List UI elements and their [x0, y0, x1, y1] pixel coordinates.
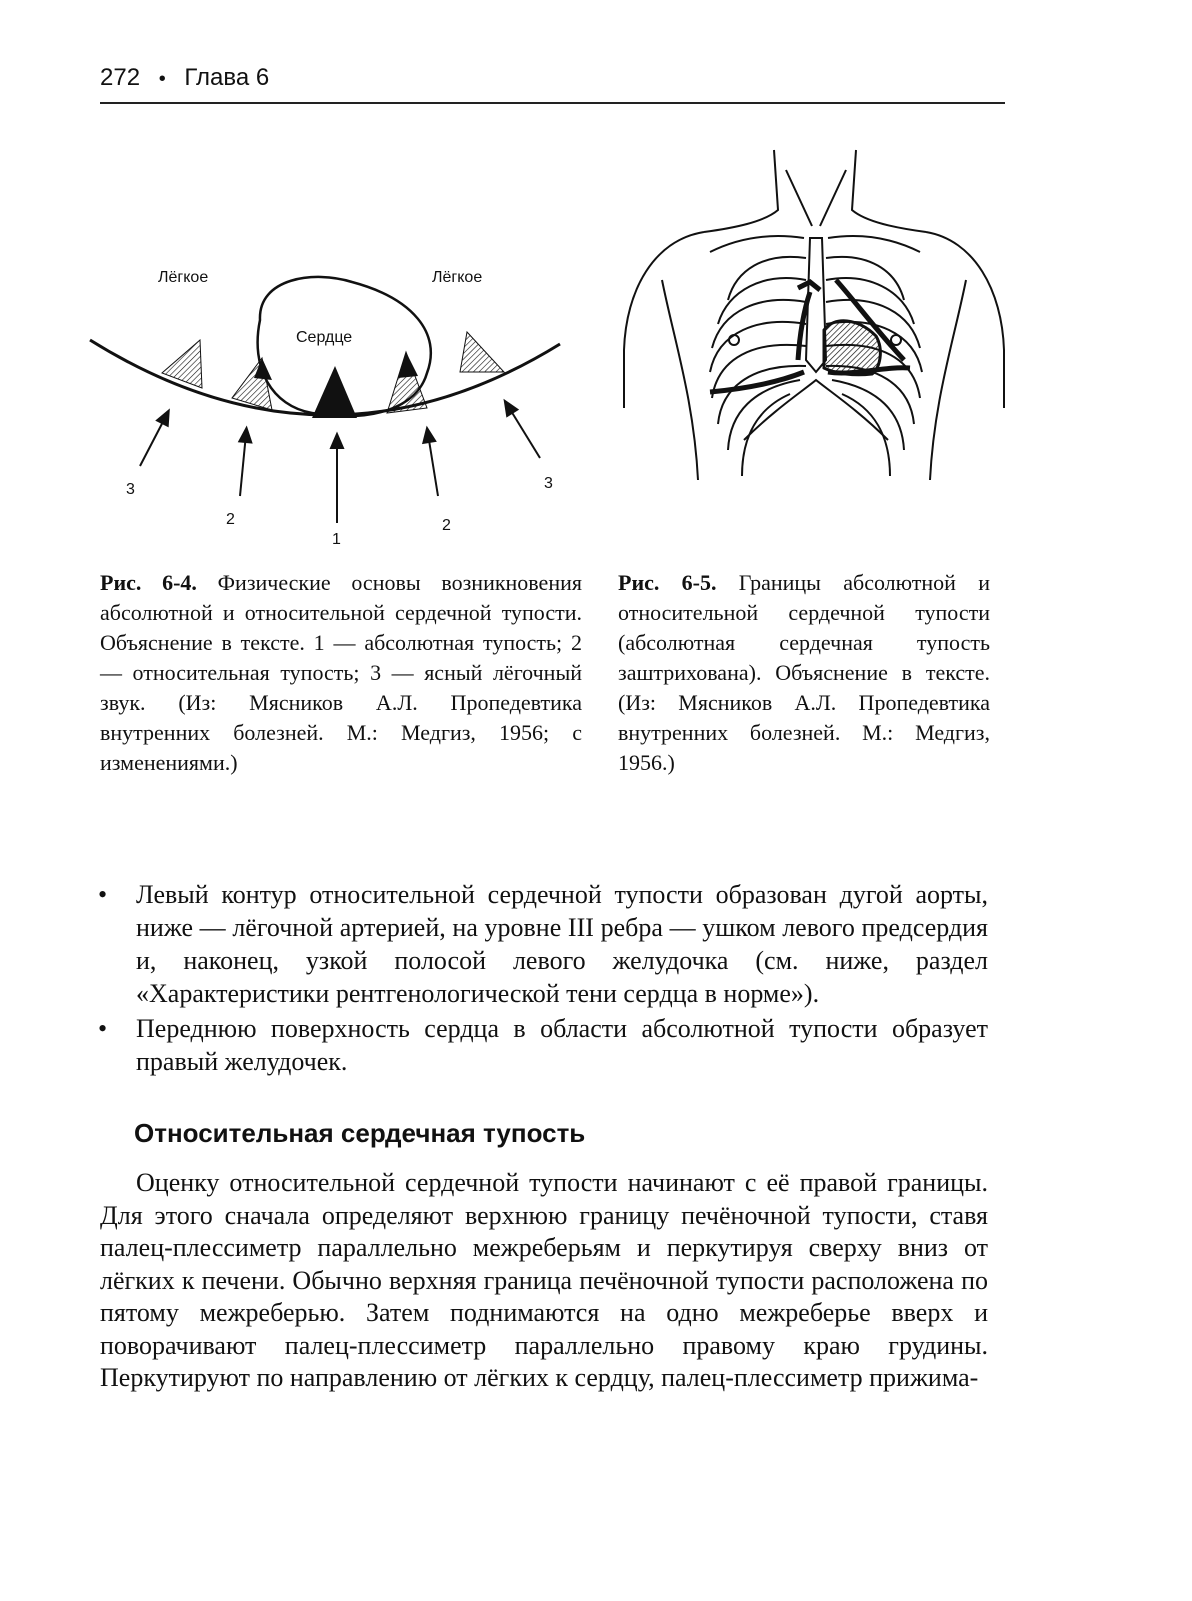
arm-line-left — [662, 280, 698, 480]
section-heading: Относительная сердечная тупость — [134, 1118, 586, 1148]
figure-6-5-chest-illustration — [614, 140, 1014, 515]
hatch-triangle-2-left — [232, 358, 272, 410]
figure-6-4-caption — [100, 568, 582, 778]
body-paragraph: Оценку относительной сердечной тупости начинают с её правой границы. Для этого сначала определяют верхнюю границу печёночной тупости, ставя палец-плессиметр параллельно межреберьям и перкутируя сверху вниз от лёгких к печени. Обычно верхняя граница печёночной тупости расположена по пятому межреберью. Затем поднимаются на одно межреберье вверх и поворачивают палец-плессиметр параллельно правому краю грудины. Перкутируют по направлению от лёгких к сердцу, палец-плессиметр прижима- — [100, 1168, 988, 1392]
label-lung-left: Лёгкое — [158, 269, 209, 286]
torso-right — [926, 232, 1004, 408]
neck-right — [852, 150, 926, 232]
label-arrow-2-right: 2 — [442, 517, 451, 534]
header-separator: • — [158, 68, 166, 90]
label-heart: Сердце — [296, 329, 353, 346]
clavicle-left — [710, 236, 804, 252]
figure-6-4-diagram — [82, 248, 572, 553]
arm-line-right — [930, 280, 966, 480]
figure-6-4-caption-text: Физические основы возникновения абсолютной и относительной сердечной тупости. Объяснение в тексте. 1 — абсолютная тупость; 2 — относительная тупость; 3 — ясный лёгочный звук. (Из: Мясников А.Л. Пропедевтика внутренних болезней. М.: Медгиз, 1956; с изменениями.) — [100, 570, 582, 775]
bullet-list — [96, 878, 988, 1080]
label-arrow-2-left: 2 — [226, 511, 235, 528]
hatch-triangle-3-right — [460, 332, 504, 372]
neck-left — [704, 150, 778, 232]
label-lung-right: Лёгкое — [432, 269, 483, 286]
arrow-2-left — [240, 434, 246, 496]
nipple-left — [729, 335, 739, 345]
figure-6-5-caption-text: Границы абсолютной и относительной сердечной тупости (абсолютная сердечная тупость заштрихована). Объяснение в тексте. (Из: Мясников А.Л. Пропедевтика внутренних болезней. М.: Медгиз, 1956.) — [618, 570, 990, 775]
arrow-2-right — [428, 434, 438, 496]
chapter-title: Глава 6 — [184, 64, 270, 91]
bullet-item-left-contour — [96, 878, 988, 1010]
label-arrow-3-right: 3 — [544, 475, 553, 492]
neck-muscle-left — [786, 170, 812, 226]
figure-6-4-caption-label: Рис. 6-4. — [100, 570, 197, 595]
bullet-marker: • — [98, 880, 108, 909]
neck-muscle-right — [820, 170, 846, 226]
solid-triangle-1 — [312, 366, 357, 418]
label-arrow-3-left: 3 — [126, 481, 135, 498]
solid-triangle-2-right-tip — [398, 352, 418, 378]
bullet-text: Переднюю поверхность сердца в области абсолютной тупости образует правый желудочек. — [136, 1014, 988, 1076]
running-header — [100, 64, 1005, 104]
label-arrow-1: 1 — [332, 531, 341, 548]
figure-6-5-caption-label: Рис. 6-5. — [618, 570, 717, 595]
page-number: 272 — [100, 64, 141, 91]
nipple-right — [891, 335, 901, 345]
bullet-item-anterior-surface — [96, 1012, 988, 1078]
figure-6-5-caption — [618, 568, 990, 778]
arrow-3-right — [508, 406, 540, 458]
bullet-text: Левый контур относительной сердечной тупости образован дугой аорты, ниже — лёгочной артерией, на уровне III ребра — ушком левого предсердия и, наконец, узкой полосой левого желудочка (см. ниже, раздел «Характеристики рентгенологической тени сердца в норме»). — [136, 880, 988, 1008]
torso-left — [624, 232, 704, 408]
bullet-marker: • — [98, 1014, 108, 1043]
clavicle-right — [828, 236, 920, 252]
absolute-dullness-hatched — [824, 321, 880, 375]
